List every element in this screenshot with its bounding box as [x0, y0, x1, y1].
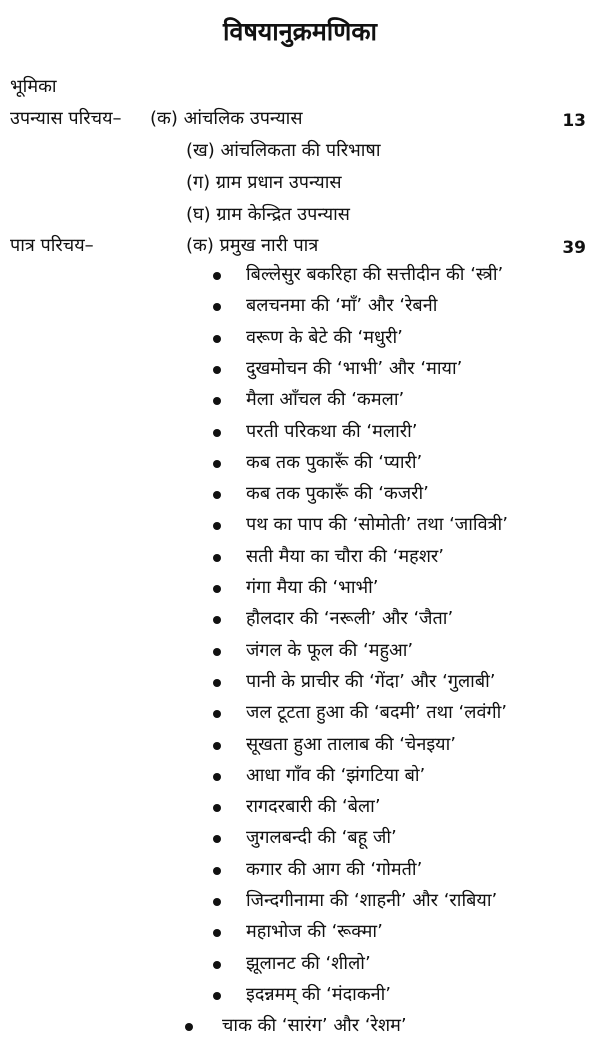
list-item: कब तक पुकारूँ की ‘कजरी’ [246, 483, 429, 505]
section1-label: उपन्यास परिचय– [10, 108, 122, 129]
bullet-point [213, 303, 221, 311]
list-item: जंगल के फूल की ‘महुआ’ [246, 639, 414, 661]
list-item: सूखता हुआ तालाब की ‘चेनइया’ [246, 733, 457, 755]
section2-page-number: 39 [562, 238, 586, 258]
list-item: जिन्दगीनामा की ‘शाहनी’ और ‘राबिया’ [246, 890, 498, 911]
list-item: पानी के प्राचीर की ‘गेंदा’ और ‘गुलाबी’ [246, 670, 496, 692]
list-item: सती मैया का चौरा की ‘महशर’ [246, 545, 445, 567]
list-item: बिल्लेसुर बकरिहा की सत्तीदीन की ‘स्त्री’ [246, 264, 504, 285]
list-item: झूलानट की ‘शीलो’ [246, 952, 371, 974]
bullet-point [213, 460, 221, 468]
bullet-point [213, 929, 221, 937]
bullet-point [213, 648, 221, 656]
list-item: महाभोज की ‘रूक्मा’ [246, 921, 383, 943]
list-item: इदन्नमम् की ‘मंदाकनी’ [246, 983, 392, 1005]
list-item: रागदरबारी की ‘बेला’ [246, 796, 381, 818]
bullet-point [213, 397, 221, 405]
section1-item: (घ) ग्राम केन्द्रित उपन्यास [186, 204, 350, 225]
bullet-point [213, 616, 221, 624]
section1-page-number: 13 [562, 111, 586, 131]
bullet-point [185, 1023, 193, 1031]
section1-item: (ग) ग्राम प्रधान उपन्यास [186, 172, 342, 193]
bullet-point [213, 835, 221, 843]
list-item: मैला आँचल की ‘कमला’ [246, 389, 405, 411]
intro-entry: भूमिका [10, 76, 57, 97]
bullet-point [213, 710, 221, 718]
list-item: जल टूटता हुआ की ‘बदमी’ तथा ‘लवंगी’ [246, 702, 507, 724]
bullet-point [213, 491, 221, 499]
list-item: गंगा मैया की ‘भाभी’ [246, 577, 379, 598]
bullet-point [213, 554, 221, 562]
bullet-point [213, 961, 221, 969]
list-item: कगार की आग की ‘गोमती’ [246, 858, 423, 880]
page-title: विषयानुक्रमणिका [222, 17, 378, 46]
list-item: बलचनमा की ‘माँ’ और ‘रेबनी [246, 295, 438, 317]
bullet-point [213, 366, 221, 374]
bullet-point [213, 773, 221, 781]
section1-item: (क) आंचलिक उपन्यास [150, 108, 303, 129]
bullet-point [213, 429, 221, 437]
section1-item: (ख) आंचलिकता की परिभाषा [186, 140, 381, 161]
bullet-point [213, 585, 221, 593]
bullet-point [213, 522, 221, 530]
bullet-point [213, 804, 221, 812]
list-item: चाक की ‘सारंग’ और ‘रेशम’ [222, 1015, 407, 1037]
bullet-point [213, 272, 221, 280]
list-item: परती परिकथा की ‘मलारी’ [246, 420, 418, 442]
list-item: वरूण के बेटे की ‘मधुरी’ [246, 326, 403, 348]
list-item: पथ का पाप की ‘सोमोती’ तथा ‘जावित्री’ [246, 514, 508, 536]
bullet-point [213, 335, 221, 343]
bullet-point [213, 679, 221, 687]
bullet-point [213, 742, 221, 750]
list-item: कब तक पुकारूँ की ‘प्यारी’ [246, 451, 423, 473]
section2-label: पात्र परिचय– [10, 235, 94, 256]
bullet-point [213, 867, 221, 875]
bullet-point [213, 992, 221, 1000]
list-item: हौलदार की ‘नरूली’ और ‘जैता’ [246, 608, 454, 630]
section2-subheading: (क) प्रमुख नारी पात्र [186, 235, 319, 256]
list-item: जुगलबन्दी की ‘बहू जी’ [246, 827, 397, 849]
bullet-point [213, 898, 221, 906]
list-item: आधा गाँव की ‘झंगटिया बो’ [246, 764, 426, 786]
list-item: दुखमोचन की ‘भाभी’ और ‘माया’ [246, 357, 463, 379]
